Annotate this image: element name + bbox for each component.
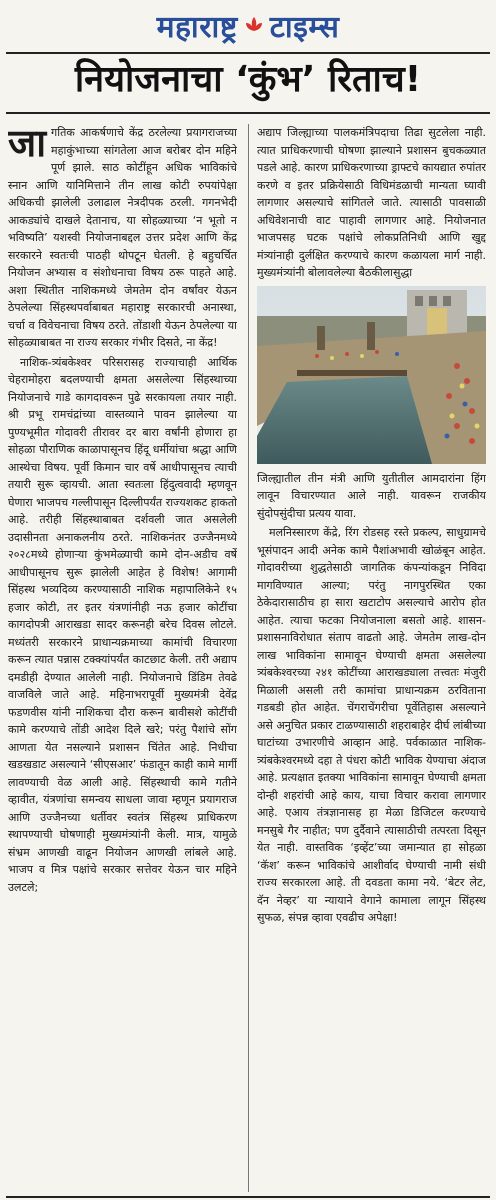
headline-rule	[6, 112, 490, 114]
paragraph: नाशिक-त्र्यंबकेश्वर परिसरासह राज्याचाही आर्थिक चेहरामोहरा बदलण्याची क्षमता असलेल्या सिंहस्थाच्या नियोजनाचे गाडे कागदावरून पुढे सरकायला तयार नाही. श्री प्रभू रामचंद्रांच्या वास्तव्याने पावन झालेल्या या पुण्यभूमीत गोदावरी तीरावर दर बारा वर्षांनी होणारा हा सोहळा पौराणिक काळापासूनच हिंदू धर्मीयांचा श्रद्धा आणि आस्थेचा विषय. पूर्वी किमान चार वर्षे आधीपासूनच त्याची तयारी सुरू व्हायची. आता स्वतःला हिंदुत्ववादी म्हणवून घेणारा भाजपच गल्लीपासून दिल्लीपर्यंत राज्यशकट हाकतो आहे. तरीही सिंहस्थाबाबत दर्शवली जात असलेली उदासीनता अनाकलनीय ठरते. नाशिकनंतर उज्जैनमध्ये २०२८मध्ये होणाऱ्या कुंभमेळ्याची कामे दोन-अडीच वर्षे आधीपासूनच सुरू झालेली आहेत हे विशेष! आगामी सिंहस्थ भव्यदिव्य करण्यासाठी नाशिक महापालिकेने १५ हजार कोटी, तर इतर यंत्रणांनीही नऊ हजार कोटींचा कागदोपत्री आराखडा सादर करूनही बरेच दिवस लोटले. मध्यंतरी सरकारने प्राधान्यक्रमाच्या कामांची विचारणा करून त्यात पन्नास टक्क्यांपर्यंत काटछाट केली. तरी अद्याप दमडीही देण्यात आलेली नाही. नियोजनाचे डिंडिम तेवढे वाजविले जाते आहे. महिनाभरापूर्वी मुख्यमंत्री देवेंद्र फडणवीस यांनी नाशिकचा दौरा करून बावीसशे कोटींची कामे करण्याचे तोंडी आदेश दिले खरे; परंतु पैशांचे सोंग आणता येत नसल्याने प्रशासन चिंतेत आहे. निधीचा खडखडाट असल्याने ‘सीएसआर’ फंडातून काही कामे मार्गी लावण्याची वेळ आली आहे. सिंहस्थाची कामे गतीने व्हावीत, यंत्रणांचा समन्वय साधला जावा म्हणून प्रयागराज आणि उज्जैनच्या धर्तीवर स्वतंत्र सिंहस्थ प्राधिकरण स्थापण्याची घोषणाही मुख्यमंत्र्यांनी केली. मात्र, यामुळे संभ्रम आणखी वाढून नियोजन आणखी लांबले आहे. भाजप व मित्र पक्षांचे सरकार सत्तेवर येऊन चार महिने उलटले;	[8, 355, 237, 894]
paragraph: मलनिस्सारण केंद्रे, रिंग रोडसह रस्ते प्रकल्प, साधुग्रामचे भूसंपादन आदी अनेक कामे पैशांअभावी खोळंबून आहेत. गोदावरीच्या शुद्धतेसाठी जागतिक कंपन्यांकडून निविदा मागविण्यात आल्या; परंतु नागपुरस्थित एका ठेकेदारासाठीच हा सारा खटाटोप असल्याचे आरोप होत आहेत. त्याचा फटका नियोजनाला बसतो आहे. शासन-प्रशासनाविरोधात संताप वाढतो आहे. जेमतेम लाख-दोन लाख भाविकांना सामावून घेण्याची क्षमता असलेल्या त्र्यंबकेश्वरच्या २४१ कोटींच्या आराखड्याला तत्त्वतः मंजुरी मिळाली असली तरी कामांचा प्राधान्यक्रम ठरविताना गडबडी होत आहेत. चेंगराचेंगरीचा पूर्वेतिहास असल्याने असे अनुचित प्रकार टाळण्यासाठी शहराबाहेर दीर्घ लांबीच्या घाटांच्या उभारणीचे आव्हान आहे. पर्वकाळात नाशिक-त्र्यंबकेश्वरमध्ये दहा ते पंधरा कोटी भाविक येण्याचा अंदाज आहे. प्रत्यक्षात इतक्या भाविकांना सामावून घेण्याची क्षमता दोन्ही शहरांची आहे काय, याचा विचार करावा लागणार आहे. एआय तंत्रज्ञानासह हा मेळा डिजिटल करण्याचे मनसुबे गैर नाहीत; पण दुर्दैवाने त्यासाठीची तत्परता दिसून येत नाही. वास्तविक ‘इव्हेंट’च्या जमान्यात हा सोहळा ‘कॅश’ करून भाविकांचे आशीर्वाद घेण्याची नामी संधी राज्य सरकारला आहे. ती दवडता कामा नये. ‘बेटर लेट, दॅन नेव्हर’ या न्यायाने वेगाने कामाला लागून सिंहस्थ सुफळ, संपन्न व्हावा एवढीच अपेक्षा!	[257, 526, 486, 924]
paragraph: जिल्ह्यातील तीन मंत्री आणि युतीतील आमदारांना हिंग लावून विचारण्यात आले नाही. यावरून राजकीय सुंदोपसुंदीचा प्रत्यय यावा.	[257, 471, 486, 520]
masthead-title-right: टाइम्स	[269, 9, 340, 45]
dropcap: जा	[8, 124, 47, 165]
bottom-rule	[6, 1196, 490, 1198]
masthead	[0, 0, 496, 50]
headline: नियोजनाचा ‘कुंभ’ रिताच!	[74, 59, 422, 100]
article-column-left	[8, 124, 237, 1194]
paragraph: अद्याप जिल्ह्याच्या पालकमंत्रिपदाचा तिढा सुटलेला नाही. त्यात प्राधिकरणाची घोषणा झाल्याने प्रशासन बुचकळ्यात पडले आहे. कारण प्राधिकरणाच्या ड्राफ्टचे कायद्यात रुपांतर करणे व इतर प्रक्रियेसाठी विधिमंडळाची मान्यता घ्यावी लागणार असल्याचे सांगितले जाते. त्यासाठी पावसाळी अधिवेशनाची वाट पाहावी लागणार आहे. नियोजनात भाजपसह घटक पक्षांचे लोकप्रतिनिधी आणि खुद्द मंत्र्यांनाही दुर्लक्षित करण्याचे कारण कळायला मार्ग नाही. मुख्यमंत्र्यांनी बोलावलेल्या बैठकीलासुद्धा	[257, 126, 486, 279]
paragraph: गतिक आकर्षणाचे केंद्र ठरलेल्या प्रयागराजच्या महाकुंभाच्या सांगतेला आज बरोबर दोन महिने पूर्ण झाले. साठ कोटींहून अधिक भाविकांचे स्नान आणि यानिमित्ताने तीन लाख कोटी रुपयांपेक्षा अधिकची झालेली उलाढाल नेत्रदीपक ठरली. गगनभेदी आकड्यांचे दाखले देतानाच, या सोहळ्याच्या ‘न भूतो न भविष्यति’ यशस्वी नियोजनाबद्दल उत्तर प्रदेश आणि केंद्र सरकारने स्वतःची पाठही थोपटून घेतली. हे बहुचर्चित नियोजन अभ्यास व संशोधनाचा विषय ठरू पाहते आहे. अशा स्थितीत नाशिकमध्ये जेमतेम दोन वर्षांवर येऊन ठेपलेल्या सिंहस्थपर्वाबाबत महाराष्ट्र सरकारची अनास्था, चर्चा व विवेचनाचा विषय ठरते. तोंडाशी येऊन ठेपलेल्या या सोहळ्याबाबत ना राज्य सरकार गंभीर दिसते, ना केंद्र!	[8, 126, 237, 349]
godavari-ghat-photo	[257, 286, 486, 464]
article-column-right	[257, 124, 486, 1194]
lotus-logo-icon	[244, 15, 264, 35]
masthead-title-left: महाराष्ट्र	[156, 9, 238, 45]
top-rule	[6, 52, 490, 54]
column-divider	[248, 124, 249, 1192]
